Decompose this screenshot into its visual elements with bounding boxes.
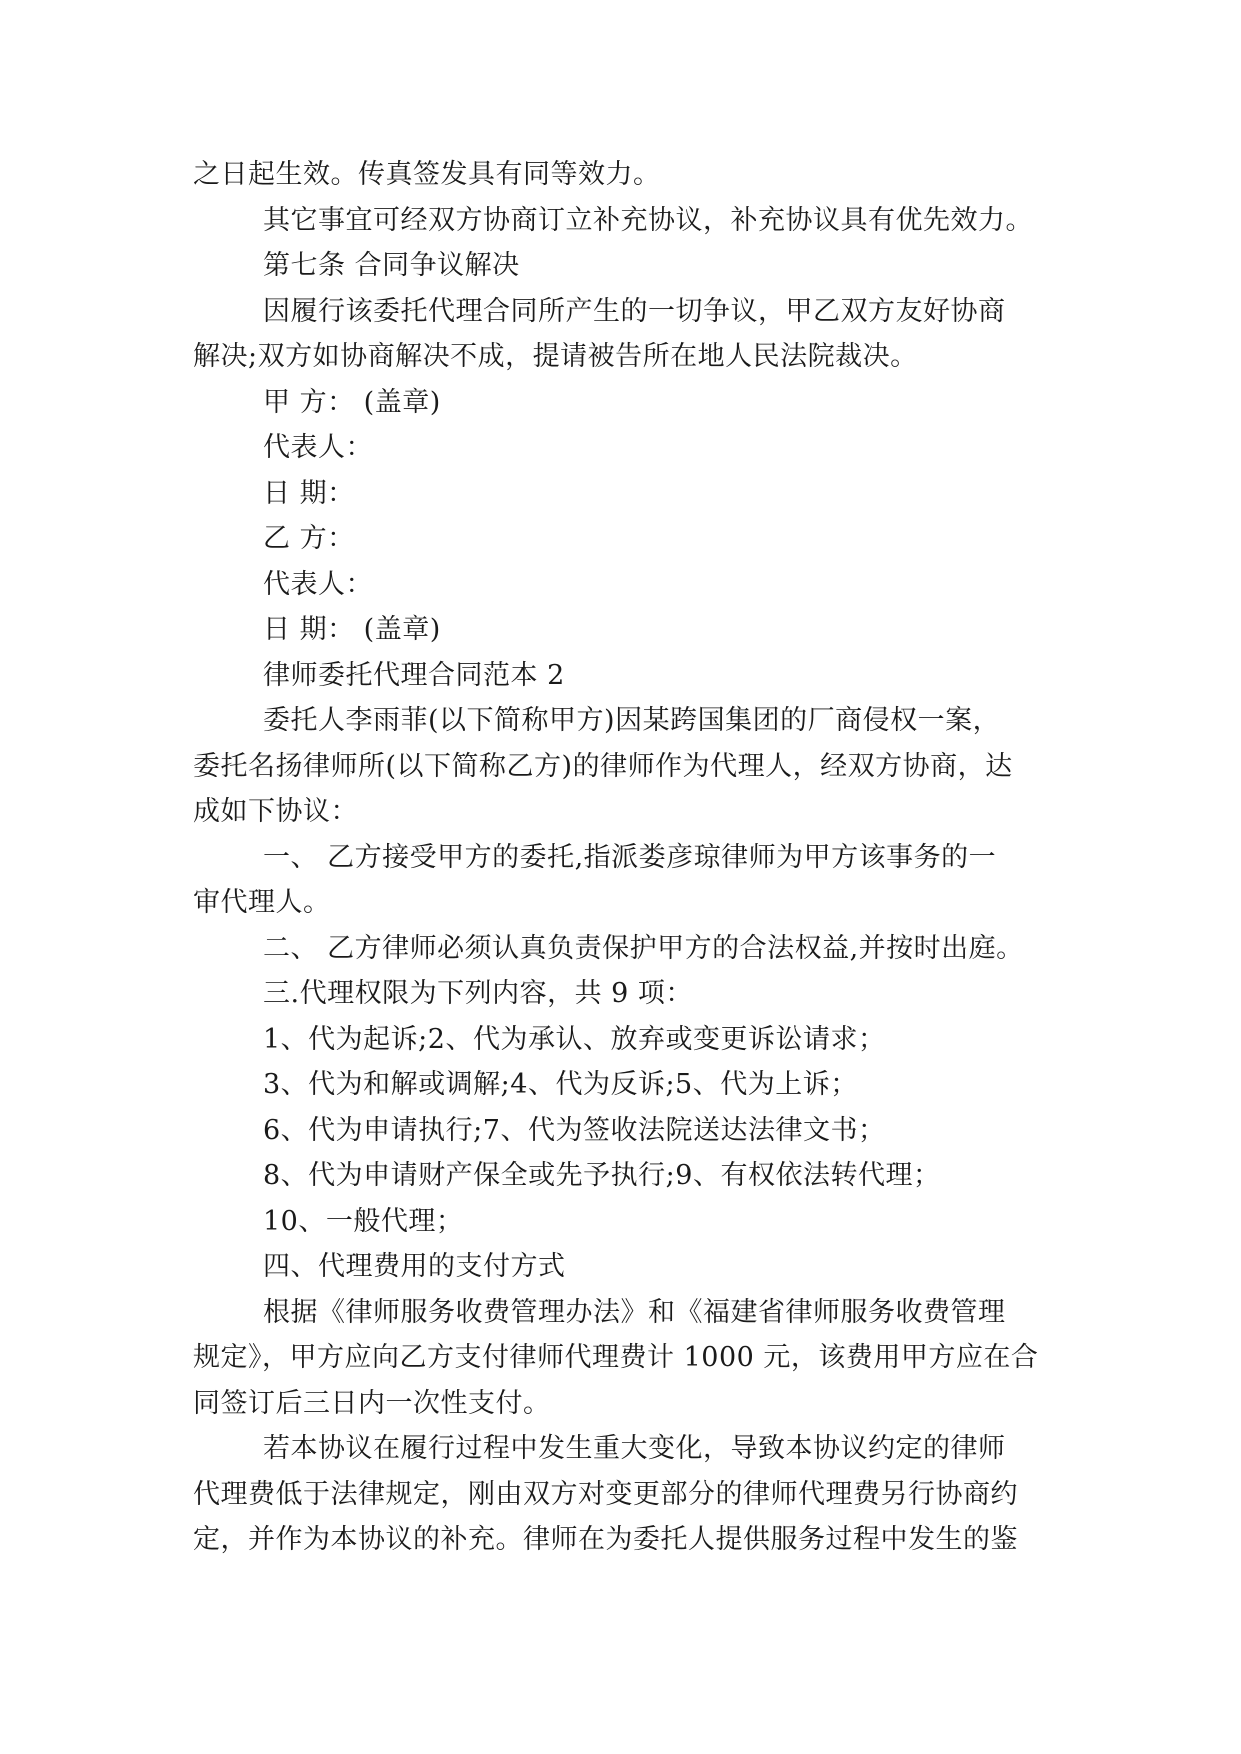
list-item: 1、代为起诉;2、代为承认、放弃或变更诉讼请求；	[263, 1023, 886, 1055]
text-line: 其它事宜可经双方协商订立补充协议，补充协议具有优先效力。	[263, 204, 1033, 236]
text-line: 解决;双方如协商解决不成，提请被告所在地人民法院裁决。	[193, 341, 918, 372]
clause-item: 二、 乙方律师必须认真负责保护甲方的合法权益,并按时出庭。	[263, 932, 1024, 964]
clause-item: 三.代理权限为下列内容，共 9 项：	[263, 978, 693, 1009]
clause-item: 四、代理费用的支付方式	[263, 1251, 566, 1282]
text-line: 委托名扬律师所(以下简称乙方)的律师作为代理人，经双方协商，达	[193, 750, 1013, 782]
text-line: 之日起生效。传真签发具有同等效力。	[193, 159, 661, 190]
text-line: 因履行该委托代理合同所产生的一切争议，甲乙双方友好协商	[263, 295, 1006, 327]
text-line: 定，并作为本协议的补充。律师在为委托人提供服务过程中发生的鉴	[193, 1524, 1018, 1555]
signature-party-a: 甲 方： (盖章)	[263, 386, 441, 418]
list-item: 3、代为和解或调解;4、代为反诉;5、代为上诉；	[263, 1069, 858, 1100]
text-line: 成如下协议：	[193, 796, 358, 827]
signature-date: 日 期：	[263, 477, 355, 509]
list-item: 10、一般代理；	[263, 1205, 464, 1237]
clause-item: 一、 乙方接受甲方的委托,指派娄彦琼律师为甲方该事务的一	[263, 841, 997, 873]
list-item: 8、代为申请财产保全或先予执行;9、有权依法转代理；	[263, 1160, 941, 1191]
text-line: 审代理人。	[193, 887, 331, 918]
signature-date: 日 期： (盖章)	[263, 614, 441, 645]
text-line: 委托人李雨菲(以下简称甲方)因某跨国集团的厂商侵权一案，	[263, 705, 1001, 736]
document-page	[193, 152, 1053, 1563]
list-item: 6、代为申请执行;7、代为签收法院送达法律文书；	[263, 1114, 886, 1146]
text-line: 若本协议在履行过程中发生重大变化，导致本协议约定的律师	[263, 1433, 1006, 1464]
section-heading: 第七条 合同争议解决	[263, 250, 520, 281]
signature-representative: 代表人：	[263, 432, 373, 463]
document-title: 律师委托代理合同范本 2	[263, 659, 565, 691]
signature-representative: 代表人：	[263, 568, 373, 600]
text-line: 代理费低于法律规定，刚由双方对变更部分的律师代理费另行协商约	[193, 1478, 1018, 1510]
signature-party-b: 乙 方：	[263, 523, 355, 554]
text-line: 同签订后三日内一次性支付。	[193, 1387, 551, 1419]
text-line: 根据《律师服务收费管理办法》和《福建省律师服务收费管理	[263, 1296, 1006, 1328]
text-line: 规定》，甲方应向乙方支付律师代理费计 1000 元，该费用甲方应在合	[193, 1342, 1039, 1373]
